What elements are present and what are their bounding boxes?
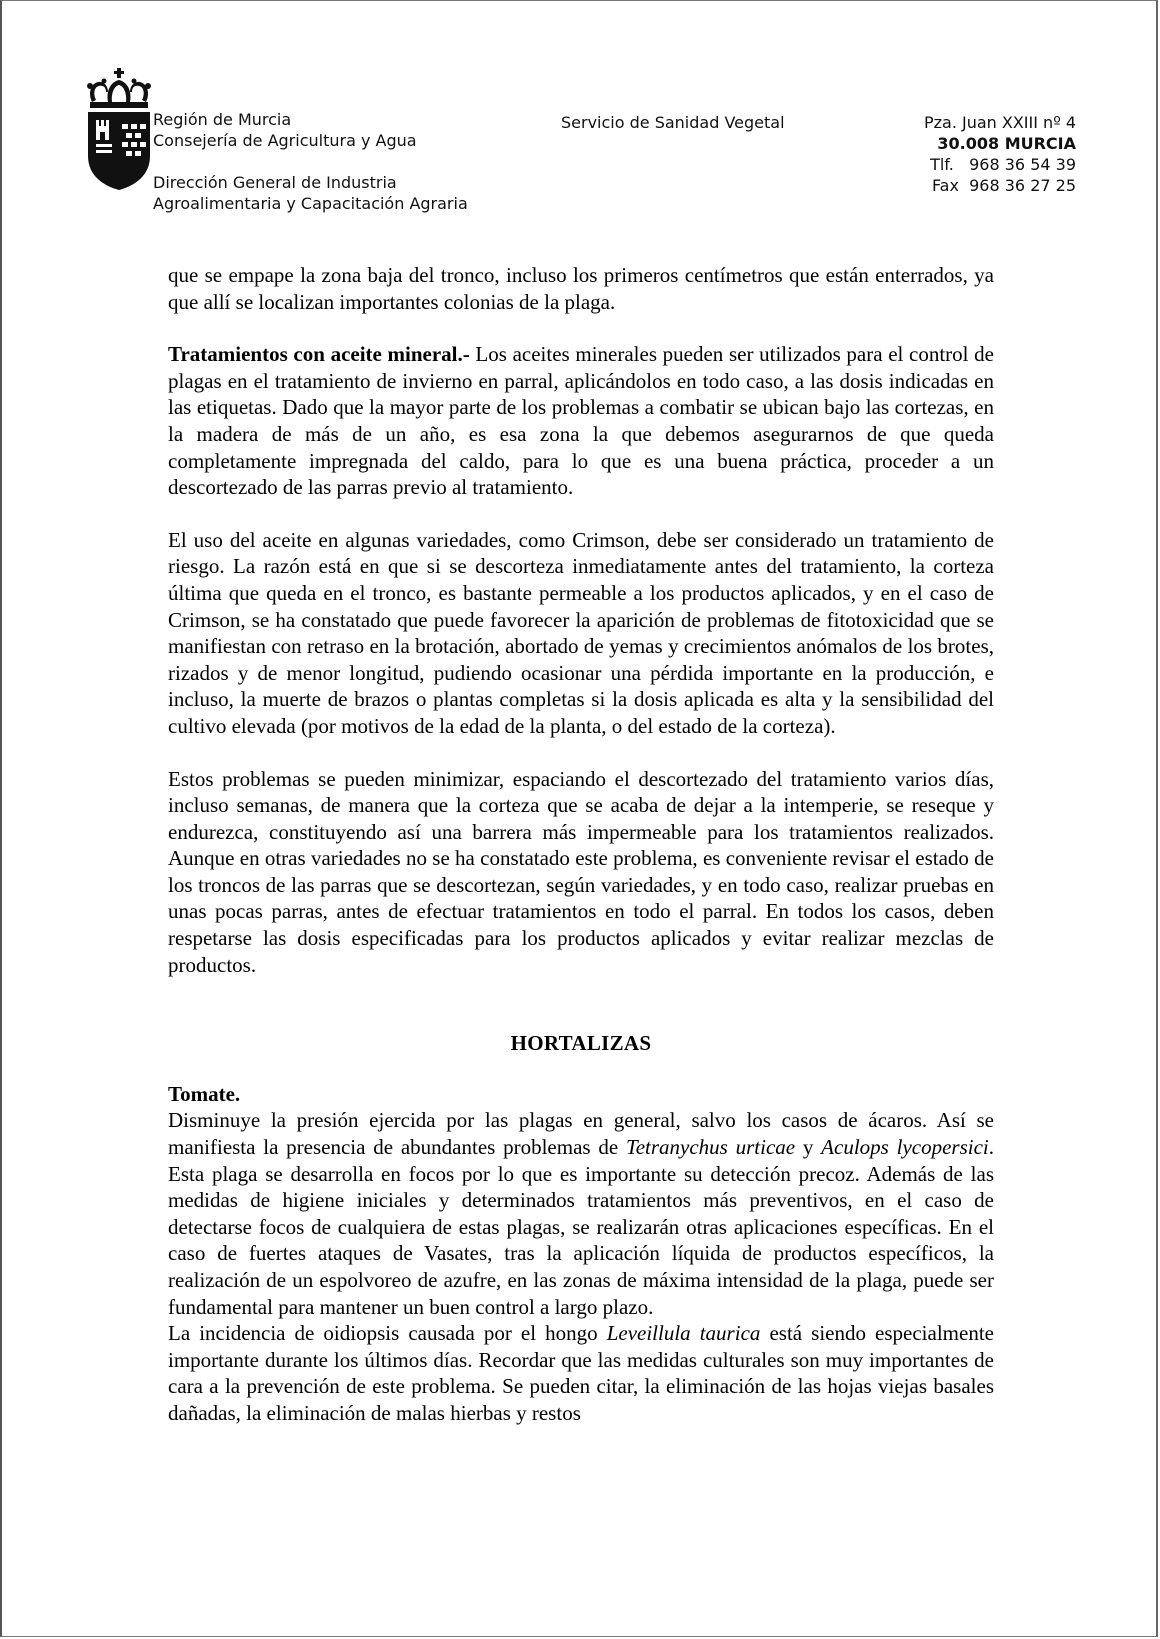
paragraph: Disminuye la presión ejercida por las plagas en general, salvo los casos de ácaros. Así se manifiesta la presencia de abundantes problemas de Tetranychus urticae y Aculops lycopersici. Esta plaga se desarrolla en focos por lo que es importante su detección precoz. Además de las medidas de higiene iniciales y determinados tratamientos más preventivos, en el caso de detectarse focos de cualquiera de estas plagas, se realizarán otras aplicaciones específicas. En el caso de fuertes ataques de Vasates, tras la aplicación líquida de productos específicos, la realización de un espolvoreo de azufre, en las zonas de máxima intensidad de la plaga, puede ser fundamental para mantener un buen control a largo plazo. [168, 1108, 994, 1319]
paragraph: La incidencia de oidiopsis causada por el hongo Leveillula taurica está siendo especialmente importante durante los últimos días. Recordar que las medidas culturales son muy importantes de cara a la prevención de este problema. Se pueden citar, la eliminación de las hojas viejas basales dañadas, la eliminación de malas hierbas y restos [168, 1321, 994, 1425]
org-region: Región de Murcia [153, 110, 292, 129]
species-name: Tetranychus urticae [625, 1135, 796, 1160]
paragraph: El uso del aceite en algunas variedades, como Crimson, debe ser considerado un tratamiento de riesgo. La razón está en que si se descorteza inmediatamente antes del tratamiento, la corteza última que queda en el tronco, es bastante permeable a los productos aplicados, y en el caso de Crimson, se ha constatado que puede favorecer la aparición de problemas de fitotoxicidad que se manifiestan con retraso en la brotación, abortado de yemas y crecimientos anómalos de los brotes, rizados y de menor longitud, pudiendo ocasionar una pérdida importante en la producción, e incluso, la muerte de brazos o plantas completas si la dosis aplicada es alta y la sensibilidad del cultivo elevada (por motivos de la edad de la planta, o del estado de la corteza). [168, 527, 994, 738]
org-directorate-line1: Dirección General de Industria [153, 173, 397, 192]
fax-line [924, 175, 1076, 196]
section-title: HORTALIZAS [510, 1031, 652, 1056]
region-coat-of-arms-logo [86, 68, 152, 192]
paragraph-mineral-oil: Tratamientos con aceite mineral.- Los aceites minerales pueden ser utilizados para el control de plagas en el tratamiento de invierno en parral, aplicándolos en todo caso, a las dosis indicadas en las etiquetas. Dado que la mayor parte de los problemas a combatir se ubican bajo las cortezas, en la madera de más de un año, es esa zona la que debemos asegurarnos de que queda completamente impregnada del caldo, para lo que es una buena práctica, proceder a un descortezado de las parras previo al tratamiento. [168, 342, 994, 500]
phone-label: Tlf. [930, 155, 954, 174]
address-street: Pza. Juan XXIII nº 4 [923, 113, 1076, 132]
fax-label: Fax [931, 176, 959, 195]
issuing-organization [153, 109, 468, 214]
paragraph-heading: Tratamientos con aceite mineral.- [168, 342, 470, 367]
paragraph: que se empape la zona baja del tronco, incluso los primeros centímetros que están enterrados, ya que allí se localizan importantes colonias de la plaga. [168, 263, 994, 314]
paragraph: Estos problemas se pueden minimizar, espaciando el descortezado del tratamiento varios días, incluso semanas, de manera que la corteza que se acaba de dejar a la intemperie, se reseque y endurezca, constituyendo así una barrera más impermeable para los tratamientos realizados. Aunque en otras variedades no se ha constatado este problema, es conveniente revisar el estado de los troncos de las parras que se descortezan, según variedades, y en todo caso, realizar pruebas en unas pocas parras, antes de efectuar tratamientos en todo el parral. En todos los casos, deben respetarse las dosis especificadas para los productos aplicados y evitar realizar mezclas de productos. [168, 766, 994, 977]
species-name: Aculops lycopersici [821, 1135, 989, 1160]
species-name: Leveillula taurica [606, 1321, 761, 1346]
org-ministry: Consejería de Agricultura y Agua [153, 131, 417, 150]
phone-number: 968 36 54 39 [969, 155, 1076, 174]
document-body [168, 262, 994, 1427]
address-city: 30.008 MURCIA [937, 134, 1076, 153]
subsection-title: Tomate. [168, 1081, 241, 1106]
org-directorate-line2: Agroalimentaria y Capacitación Agraria [153, 194, 468, 213]
contact-block [924, 112, 1076, 196]
phone-line [924, 154, 1076, 175]
fax-number: 968 36 27 25 [969, 176, 1076, 195]
service-name: Servicio de Sanidad Vegetal [561, 113, 785, 132]
